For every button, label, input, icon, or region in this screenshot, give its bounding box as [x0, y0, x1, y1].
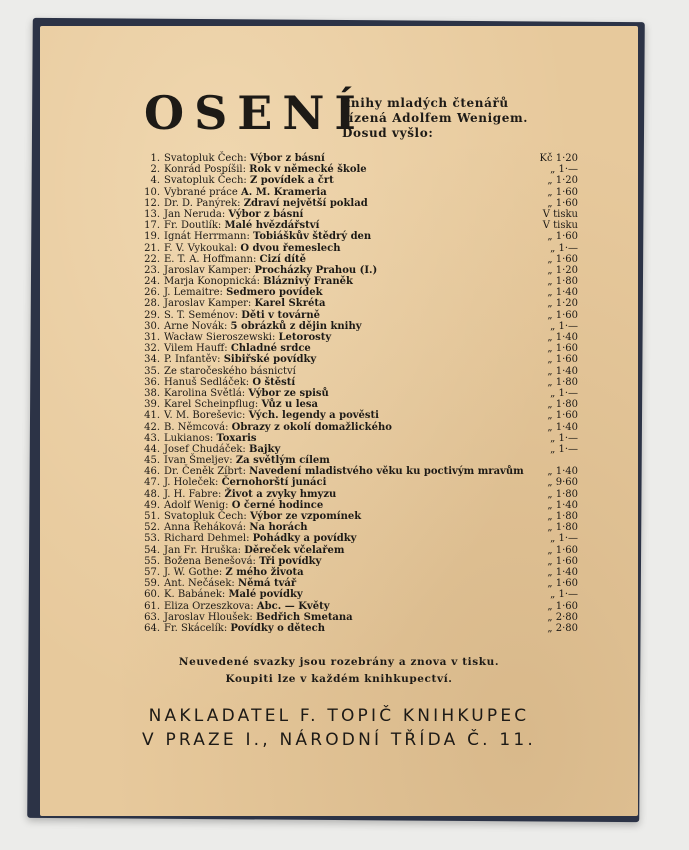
book-title: Z mého života: [225, 566, 304, 578]
book-title: Abc. — Květy: [256, 600, 330, 612]
subtitle-line-1: knihy mladých čtenářů: [342, 96, 509, 110]
book-entry: [164, 377, 295, 388]
book-number: 30.: [144, 320, 160, 332]
book-price: Kč 1·20: [539, 153, 578, 164]
book-title: Cizí dítě: [259, 253, 307, 265]
book-number: 28.: [144, 298, 160, 310]
book-entry: [164, 220, 319, 231]
book-title: Na horách: [249, 522, 308, 534]
series-title: [144, 86, 366, 140]
book-entry: [164, 231, 371, 242]
book-author: Wacław Sieroszewski:: [164, 332, 276, 343]
book-price: „ 1·80: [547, 399, 578, 411]
book-author: S. T. Seménov:: [164, 309, 239, 321]
book-number: 22.: [144, 253, 160, 265]
book-entry: [164, 209, 303, 220]
book-title: Sibiřské povídky: [223, 354, 317, 366]
book-list-item: [138, 164, 578, 175]
publisher-line-1: NAKLADATEL F. TOPIČ KNIHKUPEC: [148, 706, 530, 726]
book-title: Malé hvězdářství: [224, 220, 320, 232]
book-price: „ 1·60: [547, 410, 578, 422]
book-entry: [164, 343, 311, 354]
book-list-item: [138, 444, 578, 455]
book-author: Ant. Nečásek:: [164, 578, 235, 590]
book-title: Tobiáškův štědrý den: [253, 231, 372, 243]
book-list-item: [138, 545, 578, 556]
book-list-item: [138, 231, 578, 242]
book-price: „ 1·20: [547, 264, 578, 276]
book-number: 57.: [144, 566, 160, 578]
book-entry: [164, 466, 524, 477]
book-list-item: [138, 500, 578, 511]
book-title: Procházky Prahou (I.): [254, 264, 378, 276]
book-number: 47.: [144, 477, 160, 489]
book-author: Vilem Hauff:: [164, 343, 228, 355]
book-price: „ 1·60: [547, 544, 578, 556]
book-list-item: [138, 287, 578, 298]
book-title: Bajky: [249, 443, 281, 455]
book-title: Sedmero povídek: [226, 287, 323, 299]
book-number: 42.: [144, 421, 160, 433]
book-entry: [164, 612, 353, 623]
book-entry: [164, 500, 323, 511]
book-number: 61.: [144, 600, 160, 612]
book-entry: [164, 254, 306, 265]
book-entry: [164, 276, 353, 287]
book-entry: [164, 522, 308, 533]
book-number: 55.: [144, 555, 160, 567]
book-title: Obrazy z okolí domažlického: [231, 421, 392, 433]
book-price: „ 1·60: [547, 197, 578, 209]
book-entry: [164, 567, 304, 578]
book-price: „ 1·60: [547, 578, 578, 590]
book-title: Černohorští junáci: [221, 477, 327, 489]
book-author: Svatopluk Čech:: [164, 153, 247, 164]
book-price: „ 1·20: [547, 298, 578, 310]
book-number: 36.: [144, 376, 160, 388]
book-title: Letorosty: [278, 332, 332, 343]
book-author: Jan Neruda:: [164, 208, 226, 220]
book-title: Výbor z básní: [249, 153, 325, 164]
book-list-item: [138, 310, 578, 321]
book-author: Ignát Herrmann:: [164, 231, 250, 243]
subtitle-line-3: Dosud vyšlo:: [342, 126, 434, 140]
book-author: Adolf Wenig:: [164, 499, 229, 511]
book-list-item: [138, 578, 578, 589]
book-number: 63.: [144, 611, 160, 623]
book-entry: [164, 298, 325, 309]
book-number: 43.: [144, 432, 160, 444]
book-entry: [164, 153, 325, 164]
book-author: J. Holeček:: [164, 477, 219, 489]
book-entry: [164, 556, 321, 567]
book-author: Konrád Pospíšil:: [164, 164, 246, 176]
book-list-item: [138, 276, 578, 287]
book-entry: [164, 511, 361, 522]
book-number: 59.: [144, 578, 160, 590]
book-price: „ 1·40: [547, 365, 578, 377]
book-title: Toxaris: [216, 432, 257, 444]
book-price: „ 1·80: [547, 276, 578, 288]
book-list-item: [138, 153, 578, 164]
book-number: 31.: [144, 332, 160, 343]
book-price: „ 1·40: [547, 332, 578, 343]
book-entry: [164, 410, 379, 421]
book-number: 35.: [144, 365, 160, 377]
book-author: Fr. Doutlík:: [164, 220, 222, 232]
book-title: Děreček včelařem: [244, 544, 345, 556]
book-author: B. Němcová:: [164, 421, 229, 433]
book-number: 17.: [144, 220, 160, 232]
book-title: Za světlým cílem: [235, 455, 330, 467]
book-price: „ 1·60: [547, 186, 578, 198]
book-price: „ 1·—: [550, 320, 578, 332]
book-list-item: [138, 175, 578, 186]
book-entry: [164, 287, 323, 298]
book-price: „ 1·60: [547, 253, 578, 265]
book-entry: [164, 399, 318, 410]
book-number: 4.: [150, 175, 160, 187]
book-author: Dr. D. Panýrek:: [164, 197, 241, 209]
book-list-item: [138, 522, 578, 533]
book-entry: [164, 388, 329, 399]
book-list-item: [138, 567, 578, 578]
book-price: V tisku: [542, 220, 578, 232]
book-entry: [164, 422, 392, 433]
book-title: O štěstí: [252, 376, 296, 388]
book-entry: [164, 589, 303, 600]
book-title: Němá tvář: [237, 578, 297, 590]
book-title: Rok v německé škole: [249, 164, 367, 176]
book-title: Chladné srdce: [230, 343, 311, 355]
book-number: 34.: [144, 354, 160, 366]
book-list-item: [138, 489, 578, 500]
book-list: [138, 153, 578, 634]
book-title: O černé hodince: [231, 499, 324, 511]
book-entry: [164, 578, 296, 589]
book-list-item: [138, 556, 578, 567]
book-number: 52.: [144, 522, 160, 534]
book-list-item: [138, 623, 578, 634]
book-author: Božena Benešová:: [164, 555, 256, 567]
book-price: „ 1·40: [547, 287, 578, 299]
book-list-item: [138, 466, 578, 477]
subtitle-line-2: řízená Adolfem Wenigem.: [342, 111, 529, 125]
book-entry: [164, 489, 336, 500]
book-price: V tisku: [542, 208, 578, 220]
book-number: 21.: [144, 242, 160, 254]
publisher-line-2: V PRAZE I., NÁRODNÍ TŘÍDA Č. 11.: [142, 730, 536, 750]
book-price: „ 1·40: [547, 421, 578, 433]
back-cover: [40, 26, 638, 816]
book-number: 19.: [144, 231, 160, 243]
book-author: Richard Dehmel:: [164, 533, 250, 545]
book-list-item: [138, 477, 578, 488]
book-number: 39.: [144, 399, 160, 411]
book-list-item: [138, 209, 578, 220]
book-price: „ 1·80: [547, 511, 578, 522]
book-title: Výbor ze spisů: [248, 387, 329, 399]
book-entry: [164, 354, 316, 365]
book-number: 24.: [144, 276, 160, 288]
book-author: Ze staročeského básnictví: [164, 365, 296, 377]
book-title: Z povídek a črt: [249, 175, 334, 187]
book-list-item: [138, 433, 578, 444]
book-author: Hanuš Sedláček:: [164, 376, 250, 388]
book-title: Pohádky a povídky: [252, 533, 357, 545]
book-list-item: [138, 321, 578, 332]
book-list-item: [138, 422, 578, 433]
book-title: Bláznivý Franěk: [263, 276, 353, 288]
book-author: Anna Řeháková:: [164, 522, 247, 534]
book-number: 13.: [144, 208, 160, 220]
book-entry: [164, 366, 296, 377]
book-number: 46.: [144, 466, 160, 478]
book-title: Vých. legendy a pověsti: [248, 410, 379, 422]
book-list-item: [138, 410, 578, 421]
book-number: 49.: [144, 499, 160, 511]
book-number: 29.: [144, 309, 160, 321]
book-entry: [164, 433, 257, 444]
book-number: 60.: [144, 589, 160, 601]
book-price: „ 9·60: [547, 477, 578, 489]
book-list-item: [138, 343, 578, 354]
book-author: Arne Novák:: [164, 320, 228, 332]
book-list-item: [138, 366, 578, 377]
book-price: „ 2·80: [547, 622, 578, 634]
book-price: „ 1·20: [547, 175, 578, 187]
book-list-item: [138, 243, 578, 254]
book-number: 26.: [144, 287, 160, 299]
book-title: Život a zvyky hmyzu: [224, 488, 337, 500]
book-number: 38.: [144, 387, 160, 399]
book-list-item: [138, 187, 578, 198]
book-number: 2.: [150, 164, 160, 176]
book-list-item: [138, 220, 578, 231]
book-number: 41.: [144, 410, 160, 422]
note-line-2: Koupiti lze v každém knihkupectví.: [225, 673, 453, 685]
book-author: J. H. Fabre:: [164, 488, 222, 500]
book-entry: [164, 265, 377, 276]
book-entry: [164, 198, 368, 209]
book-price: „ 1·—: [550, 589, 578, 601]
book-entry: [164, 601, 330, 612]
book-author: J. Lemaitre:: [164, 287, 223, 299]
book-author: Jaroslav Kamper:: [164, 264, 252, 276]
series-title-text: OSENÍ: [144, 86, 366, 140]
book-author: Jaroslav Hloušek:: [164, 611, 253, 623]
book-author: Jan Fr. Hruška:: [164, 544, 242, 556]
book-entry: [164, 164, 367, 175]
book-author: Eliza Orzeszkova:: [164, 600, 254, 612]
book-price: „ 1·60: [547, 555, 578, 567]
book-price: „ 1·—: [550, 443, 578, 455]
book-author: V. M. Boreševic:: [164, 410, 246, 422]
book-entry: [164, 545, 345, 556]
book-author: Karolina Světlá:: [164, 387, 246, 399]
book-title: Bedřich Smetana: [255, 611, 353, 623]
book-number: 45.: [144, 455, 160, 467]
book-entry: [164, 332, 331, 343]
book-author: Fr. Skácelík:: [164, 622, 228, 634]
book-number: 54.: [144, 544, 160, 556]
book-number: 23.: [144, 264, 160, 276]
book-entry: [164, 533, 356, 544]
book-entry: [164, 175, 334, 186]
book-price: „ 1·—: [550, 242, 578, 254]
book-title: Tři povídky: [259, 555, 322, 567]
book-number: 64.: [144, 622, 160, 634]
book-price: „ 1·80: [547, 488, 578, 500]
book-list-item: [138, 354, 578, 365]
book-price: „ 1·60: [547, 231, 578, 243]
book-list-item: [138, 332, 578, 343]
book-price: „ 1·40: [547, 499, 578, 511]
book-list-item: [138, 399, 578, 410]
book-price: „ 1·60: [547, 343, 578, 355]
book-entry: [164, 243, 341, 254]
book-author: Ivan Šmeljev:: [164, 455, 233, 467]
book-title: Vůz u lesa: [261, 399, 319, 411]
book-list-item: [138, 198, 578, 209]
book-price: „ 1·80: [547, 376, 578, 388]
book-number: 48.: [144, 488, 160, 500]
book-author: Marja Konopnická:: [164, 276, 260, 288]
book-title: Zdraví největší poklad: [243, 197, 368, 209]
book-list-item: [138, 254, 578, 265]
book-number: 32.: [144, 343, 160, 355]
book-price: „ 1·40: [547, 466, 578, 478]
book-number: 10.: [144, 186, 160, 198]
book-price: „ 1·60: [547, 309, 578, 321]
book-price: „ 1·60: [547, 600, 578, 612]
book-author: P. Infantěv:: [164, 354, 221, 366]
book-title: Výbor ze vzpomínek: [249, 511, 362, 522]
note-line-1: Neuvedené svazky jsou rozebrány a znova v tisku.: [178, 656, 500, 668]
book-price: „ 1·40: [547, 566, 578, 578]
book-author: K. Babánek:: [164, 589, 226, 601]
book-number: 44.: [144, 443, 160, 455]
book-author: Karel Scheinpflug:: [164, 399, 259, 411]
book-price: „ 2·80: [547, 611, 578, 623]
series-subtitle: [342, 96, 528, 141]
book-entry: [164, 477, 326, 488]
book-title: Navedení mladistvého věku ku poctivým mravům: [249, 466, 524, 478]
book-author: J. W. Gothe:: [164, 566, 223, 578]
book-author: Jaroslav Kamper:: [164, 298, 252, 310]
book-price: „ 1·80: [547, 522, 578, 534]
book-title: Karel Skréta: [254, 298, 326, 310]
book-author: Vybrané práce: [164, 186, 238, 198]
book-list-item: [138, 298, 578, 309]
book-title: 5 obrázků z dějin knihy: [230, 320, 362, 332]
book-number: 12.: [144, 197, 160, 209]
book-number: 53.: [144, 533, 160, 545]
book-list-item: [138, 388, 578, 399]
book-entry: [164, 187, 327, 198]
book-number: 1.: [150, 153, 160, 164]
book-title: Povídky o dětech: [230, 622, 325, 634]
book-author: E. T. A. Hoffmann:: [164, 253, 257, 265]
book-author: Svatopluk Čech:: [164, 511, 247, 522]
book-list-item: [138, 533, 578, 544]
book-price: „ 1·—: [550, 533, 578, 545]
book-list-item: [138, 455, 578, 466]
book-list-item: [138, 265, 578, 276]
book-list-item: [138, 511, 578, 522]
book-author: Dr. Čeněk Zíbrt:: [164, 466, 246, 478]
book-title: Děti v továrně: [241, 309, 320, 321]
book-title: O dvou řemeslech: [240, 242, 341, 254]
book-entry: [164, 455, 330, 466]
book-author: Lukianos:: [164, 432, 214, 444]
book-list-item: [138, 377, 578, 388]
book-entry: [164, 623, 325, 634]
book-price: „ 1·—: [550, 387, 578, 399]
book-list-item: [138, 589, 578, 600]
book-author: F. V. Vykoukal:: [164, 242, 238, 254]
book-list-item: [138, 612, 578, 623]
book-entry: [164, 310, 320, 321]
book-entry: [164, 444, 280, 455]
book-author: Josef Chudáček:: [164, 443, 246, 455]
book-title: Malé povídky: [228, 589, 303, 601]
book-title: A. M. Krameria: [241, 186, 327, 198]
book-price: „ 1·—: [550, 164, 578, 176]
book-author: Svatopluk Čech:: [164, 175, 247, 187]
book-title: Výbor z básní: [228, 208, 304, 220]
book-list-item: [138, 601, 578, 612]
book-entry: [164, 321, 362, 332]
book-price: „ 1·60: [547, 354, 578, 366]
book-number: 51.: [144, 511, 160, 522]
book-price: „ 1·—: [550, 432, 578, 444]
